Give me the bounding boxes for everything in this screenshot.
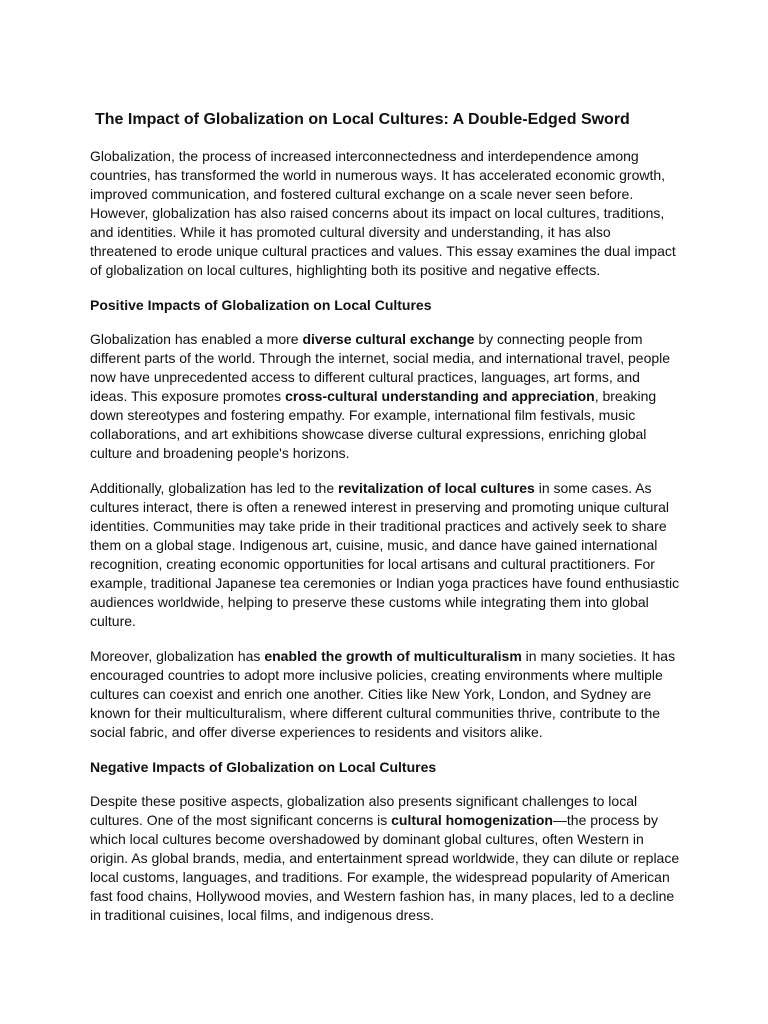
- negative-impacts-heading: Negative Impacts of Globalization on Local Cultures: [90, 759, 437, 775]
- document-title: The Impact of Globalization on Local Cultures: A Double-Edged Sword: [95, 111, 630, 128]
- paragraph-text: in many societies. It has encouraged countries to adopt more inclusive policies, creating environments where multiple cultures can coexist and enrich one another. Cities like New York, London, and Sydney are known for their multiculturalism, where different cultural communities thrive, contribute to the social fabric, and offer diverse experiences to residents and visitors alike.: [90, 648, 676, 740]
- paragraph-multiculturalism: [90, 647, 680, 742]
- document-page: [90, 110, 680, 925]
- paragraph-homogenization: [90, 792, 680, 925]
- paragraph-text: by connecting people from different parts of the world. Through the internet, social media, and international travel, people now have unprecedented access to different cultural practices, languages, art forms, and ideas. This exposure promotes: [90, 331, 671, 404]
- paragraph-text: Moreover, globalization has: [90, 648, 265, 664]
- bold-phrase: enabled the growth of multiculturalism: [264, 648, 522, 664]
- paragraph-text: Globalization has enabled a more: [90, 331, 303, 347]
- paragraph-text: in some cases. As cultures interact, there is often a renewed interest in preserving and promoting unique cultural identities. Communities may take pride in their traditional practices and actively seek to share them on a global stage. Indigenous art, cuisine, music, and dance have gained international recognition, creating economic opportunities for local artisans and cultural practitioners. For example, traditional Japanese tea ceremonies or Indian yoga practices have found enthusiastic audiences worldwide, helping to preserve these customs while integrating them into global culture.: [90, 480, 680, 629]
- positive-impacts-heading: Positive Impacts of Globalization on Local Cultures: [90, 297, 432, 313]
- paragraph-text: Additionally, globalization has led to the: [90, 480, 339, 496]
- bold-phrase: diverse cultural exchange: [302, 331, 475, 347]
- paragraph-revitalization: [90, 479, 680, 631]
- intro-paragraph: Globalization, the process of increased interconnectedness and interdependence among countries, has transformed the world in numerous ways. It has accelerated economic growth, improved communication, and fostered cultural exchange on a scale never seen before. However, globalization has also raised concerns about its impact on local cultures, traditions, and identities. While it has promoted cultural diversity and understanding, it has also threatened to erode unique cultural practices and values. This essay examines the dual impact of globalization on local cultures, highlighting both its positive and negative effects.: [90, 148, 676, 278]
- paragraph-text: Despite these positive aspects, globalization also presents significant challenges to local cultures. One of the most significant concerns is: [90, 793, 638, 828]
- bold-phrase: cultural homogenization: [391, 812, 553, 828]
- paragraph-text: , breaking down stereotypes and fostering empathy. For example, international film festivals, music collaborations, and art exhibitions showcase diverse cultural expressions, enriching global culture and broadening people's horizons.: [90, 388, 657, 461]
- bold-phrase: revitalization of local cultures: [338, 480, 535, 496]
- paragraph-text: —the process by which local cultures become overshadowed by dominant global cultures, often Western in origin. As global brands, media, and entertainment spread worldwide, they can dilute or replace local customs, languages, and traditions. For example, the widespread popularity of American fast food chains, Hollywood movies, and Western fashion has, in many places, led to a decline in traditional cuisines, local films, and indigenous dress.: [90, 812, 680, 923]
- paragraph-diverse-exchange: [90, 330, 680, 463]
- bold-phrase: cross-cultural understanding and appreciation: [285, 388, 595, 404]
